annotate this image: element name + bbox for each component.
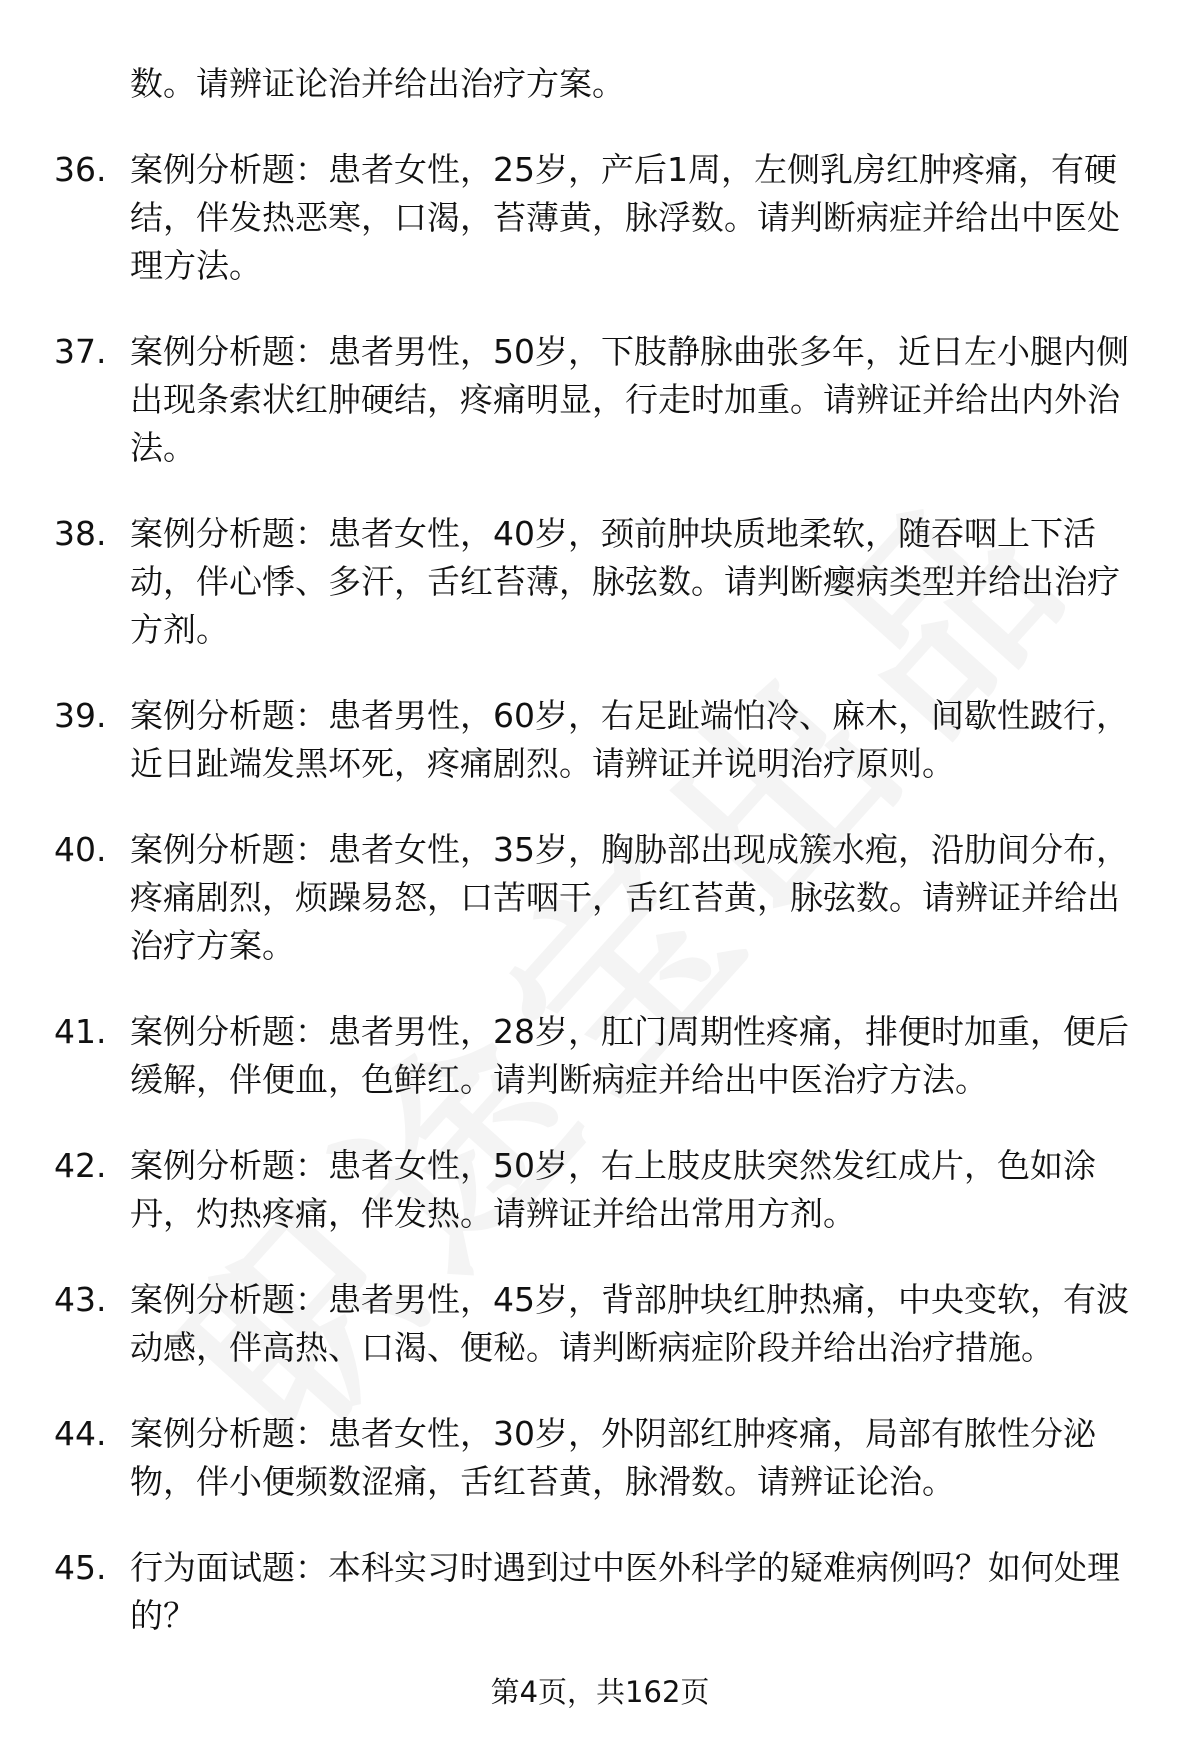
- question-list: [0, 60, 1200, 1678]
- question-item-38: [0, 510, 1200, 654]
- page-footer: 第4页，共162页: [490, 1675, 710, 1709]
- question-text: 案例分析题：患者女性，30岁，外阴部红肿疼痛，局部有脓性分泌物，伴小便频数涩痛，舌红苔黄，脉滑数。请辨证论治。: [130, 1414, 1096, 1501]
- question-number: 45.: [54, 1548, 107, 1587]
- question-number: 39.: [54, 696, 107, 735]
- question-item-39: [0, 692, 1200, 788]
- question-item-43: [0, 1276, 1200, 1372]
- question-number: 41.: [54, 1012, 107, 1051]
- question-text: 案例分析题：患者女性，40岁，颈前肿块质地柔软，随吞咽上下活动，伴心悸、多汗，舌红苔薄，脉弦数。请判断瘿病类型并给出治疗方剂。: [130, 514, 1120, 649]
- question-item-41: [0, 1008, 1200, 1104]
- question-number: 44.: [54, 1414, 107, 1453]
- question-item-36: [0, 146, 1200, 290]
- question-text: 案例分析题：患者男性，50岁，下肢静脉曲张多年，近日左小腿内侧出现条索状红肿硬结，疼痛明显，行走时加重。请辨证并给出内外治法。: [130, 332, 1129, 467]
- question-item-40: [0, 826, 1200, 970]
- previous-question-continuation: 数。请辨证论治并给出治疗方案。: [130, 64, 625, 103]
- question-item-45: [0, 1544, 1200, 1640]
- question-number: 40.: [54, 830, 107, 869]
- question-number: 43.: [54, 1280, 107, 1319]
- question-text: 案例分析题：患者女性，25岁，产后1周，左侧乳房红肿疼痛，有硬结，伴发热恶寒，口渴，苔薄黄，脉浮数。请判断病症并给出中医处理方法。: [130, 150, 1120, 285]
- question-number: 38.: [54, 514, 107, 553]
- question-text: 案例分析题：患者男性，60岁，右足趾端怕冷、麻木，间歇性跛行，近日趾端发黑坏死，疼痛剧烈。请辨证并说明治疗原则。: [130, 696, 1129, 783]
- question-text: 案例分析题：患者女性，35岁，胸胁部出现成簇水疱，沿肋间分布，疼痛剧烈，烦躁易怒，口苦咽干，舌红苔黄，脉弦数。请辨证并给出治疗方案。: [130, 830, 1129, 965]
- question-number: 36.: [54, 150, 107, 189]
- question-number: 42.: [54, 1146, 107, 1185]
- question-item-42: [0, 1142, 1200, 1238]
- question-item-37: [0, 328, 1200, 472]
- question-text: 案例分析题：患者女性，50岁，右上肢皮肤突然发红成片，色如涂丹，灼热疼痛，伴发热。请辨证并给出常用方剂。: [130, 1146, 1096, 1233]
- question-text: 案例分析题：患者男性，45岁，背部肿块红肿热痛，中央变软，有波动感，伴高热、口渴、便秘。请判断病症阶段并给出治疗措施。: [130, 1280, 1129, 1367]
- question-number: 37.: [54, 332, 107, 371]
- question-item-44: [0, 1410, 1200, 1506]
- question-text: 行为面试题：本科实习时遇到过中医外科学的疑难病例吗？如何处理的？: [130, 1548, 1120, 1635]
- question-text: 案例分析题：患者男性，28岁，肛门周期性疼痛，排便时加重，便后缓解，伴便血，色鲜红。请判断病症并给出中医治疗方法。: [130, 1012, 1129, 1099]
